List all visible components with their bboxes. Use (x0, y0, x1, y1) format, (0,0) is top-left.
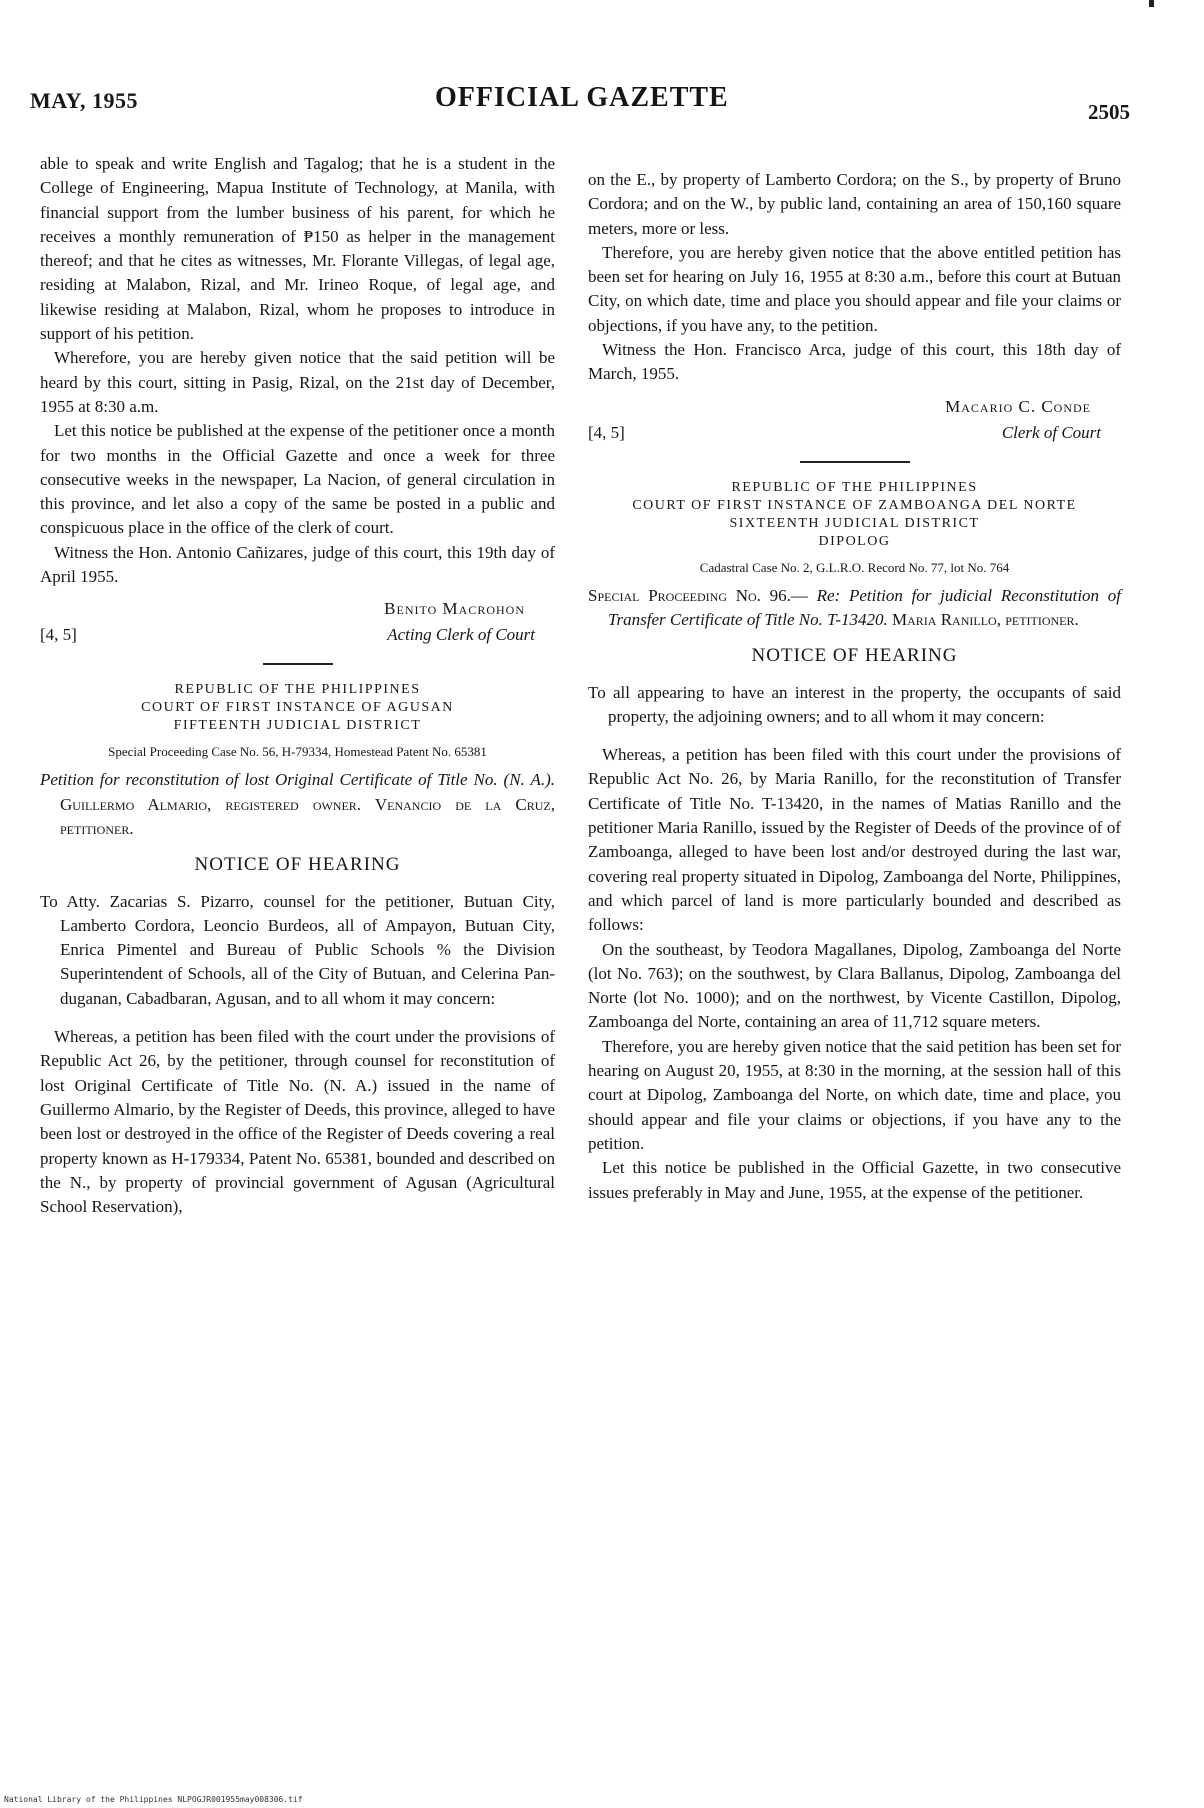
paragraph: Therefore, you are hereby given notice that the above entitled petition has been set for hearing on July 16, 1955 at 8:30 a.m., before this court at Butuan City, on which date, time and place you should appear and file your claims or objections, if you have any, to the petition. (588, 242, 1121, 335)
signature-block (588, 395, 1121, 451)
paragraph: On the southeast, by Teodora Magallanes, Dipolog, Zamboanga del Norte (lot No. 763); on the southwest, by Clara Ballanus, Dipolog, Zamboanga del Norte (lot No. 1000); and on the northwest, by Vicente Castillon, Dipolog, Zamboanga del Norte, containing an area of 11,712 square meters. (588, 939, 1121, 1032)
notice-heading: NOTICE OF HEARING (751, 645, 958, 667)
scan-speck (1149, 0, 1154, 7)
issue-reference: [4, 5] (588, 422, 625, 442)
paragraph: on the E., by property of Lamberto Cordora; on the S., by property of Bruno Cordora; and on the W., by public land, containing an area of 150,160 square meters, more or less. (588, 170, 1121, 238)
signatory-title: Clerk of Court (1001, 422, 1101, 442)
paragraph: Witness the Hon. Antonio Cañizares, judge of this court, this 19th day of April 1955. (40, 542, 555, 587)
scan-footer: National Library of the Philippines NLPOGJR001955may008306.tif (4, 1795, 303, 1804)
section-divider (588, 451, 1121, 475)
court-heading-line: COURT OF FIRST INSTANCE OF AGUSAN (141, 700, 454, 716)
court-heading-line: DIPOLOG (818, 533, 891, 549)
signatory-name: Macario C. Conde (945, 396, 1091, 416)
petition-title-text: Petition for reconstitution of lost Original Certificate of Title No. (N. A.). (40, 770, 555, 790)
paragraph: Witness the Hon. Francisco Arca, judge of this court, this 18th day of March, 1955. (588, 340, 1121, 384)
court-heading-line: FIFTEENTH JUDICIAL DISTRICT (173, 718, 422, 734)
paragraph: Whereas, a petition has been filed with this court under the provisions of Republic Act No. 26, by Maria Ranillo, for the reconstitution of Transfer Certificate of Title No. T-13420, in the names of Matias Ranillo and the petitioner Maria Ranillo, issued by the Register of Deeds of the province of of Zamboanga, alleged to have been lost and/or destroyed during the last war, covering real property situated in Dipolog, Zamboanga del Norte, Philippines, and which parcel of land is more particularly bounded and described as follows: (588, 745, 1121, 935)
court-heading-line: SIXTEENTH JUDICIAL DISTRICT (729, 515, 980, 531)
court-heading (40, 681, 555, 735)
paragraph: able to speak and write English and Tagalog; that he is a student in the College of Engineering, Mapua Institute of Technology, at Manila, with financial support from the lumber business of his parent, for which he receives a monthly remuneration of ₱150 as helper in the management thereof; and that he cites as witnesses, Mr. Florante Villegas, of legal age, residing at Malabon, Rizal, and Mr. Irineo Roque, of legal age, and likewise residing at Malabon, Rizal, whom he proposes to introduce in support of his petition. (40, 154, 555, 344)
left-column (40, 152, 555, 1219)
petition-title (40, 768, 555, 841)
proceeding-number: Special Proceeding No. 96.— (588, 585, 808, 605)
section-divider (40, 653, 555, 677)
case-number: Cadastral Case No. 2, G.L.R.O. Record No. 77, lot No. 764 (699, 559, 1010, 575)
issue-reference: [4, 5] (40, 625, 77, 645)
addressee: To Atty. Zacarias S. Pizarro, counsel for the petitioner, Butuan City, Lamberto Cordora, Leoncio Burdeos, all of Ampayon, Butuan City, Enrica Pimentel and Bureau of Public Schools % the Division Superintendent of Schools, all of the City of Butuan, and Celerina Pan-duganan, Cabadbaran, Agusan, and to all whom it may concern: (40, 891, 555, 1008)
paragraph: Let this notice be published at the expense of the petitioner once a month for two months in the Official Gazette and once a week for three consecutive weeks in the newspaper, La Nacion, of general circulation in this province, and let also a copy of the same be posted in a public and conspicuous place in the office of the clerk of court. (40, 421, 555, 538)
petition-title-text: Re: Petition for judicial Reconstitution of Transfer Certificate of Title No. T-13420. (608, 585, 1122, 629)
issue-date: MAY, 1955 (30, 88, 139, 113)
signatory-title: Acting Clerk of Court (387, 625, 535, 645)
signatory-name: Benito Macrohon (384, 599, 525, 619)
right-column (588, 168, 1121, 1205)
page-header (30, 82, 1130, 126)
petition-parties: Guillermo Almario, registered owner. Venancio de la Cruz, petitioner. (60, 794, 555, 838)
court-heading (588, 479, 1121, 551)
signature-block (40, 597, 555, 653)
court-heading-line: REPUBLIC OF THE PHILIPPINES (174, 682, 421, 698)
court-heading-line: REPUBLIC OF THE PHILIPPINES (731, 479, 978, 495)
page-number: 2505 (1088, 100, 1130, 124)
paragraph: Let this notice be published in the Official Gazette, in two consecutive issues preferably in May and June, 1955, at the expense of the petitioner. (588, 1158, 1121, 1202)
court-heading-line: COURT OF FIRST INSTANCE OF ZAMBOANGA DEL NORTE (632, 497, 1077, 513)
addressee: To all appearing to have an interest in the property, the occupants of said property, the adjoining owners; and to all whom it may concern: (588, 682, 1121, 726)
petition-parties: Maria Ranillo, petitioner. (892, 609, 1079, 629)
paragraph: Whereas, a petition has been filed with the court under the provisions of Republic Act 26, by the petitioner, through counsel for reconstitution of lost Original Certificate of Title No. (N. A.) issued in the name of Guillermo Almario, by the Register of Deeds, this province, alleged to have been lost or destroyed in the office of the Register of Deeds covering a real property known as H-179334, Patent No. 65381, bounded and described on the N., by property of provincial government of Agusan (Agricultural School Reservation), (40, 1027, 555, 1217)
petition-title (588, 584, 1121, 633)
paragraph: Therefore, you are hereby given notice that the said petition has been set for hearing on August 20, 1955, at 8:30 in the morning, at the session hall of this court at Dipolog, Zamboanga del Norte, on which date, time and place, you should appear and file your claims or objections, if you have any to the petition. (588, 1036, 1121, 1153)
case-number: Special Proceeding Case No. 56, H-79334, Homestead Patent No. 65381 (108, 744, 487, 760)
paragraph: Wherefore, you are hereby given notice that the said petition will be heard by this court, sitting in Pasig, Rizal, on the 21st day of December, 1955 at 8:30 a.m. (40, 348, 555, 416)
publication-title: OFFICIAL GAZETTE (435, 82, 729, 113)
notice-heading: NOTICE OF HEARING (194, 854, 401, 876)
